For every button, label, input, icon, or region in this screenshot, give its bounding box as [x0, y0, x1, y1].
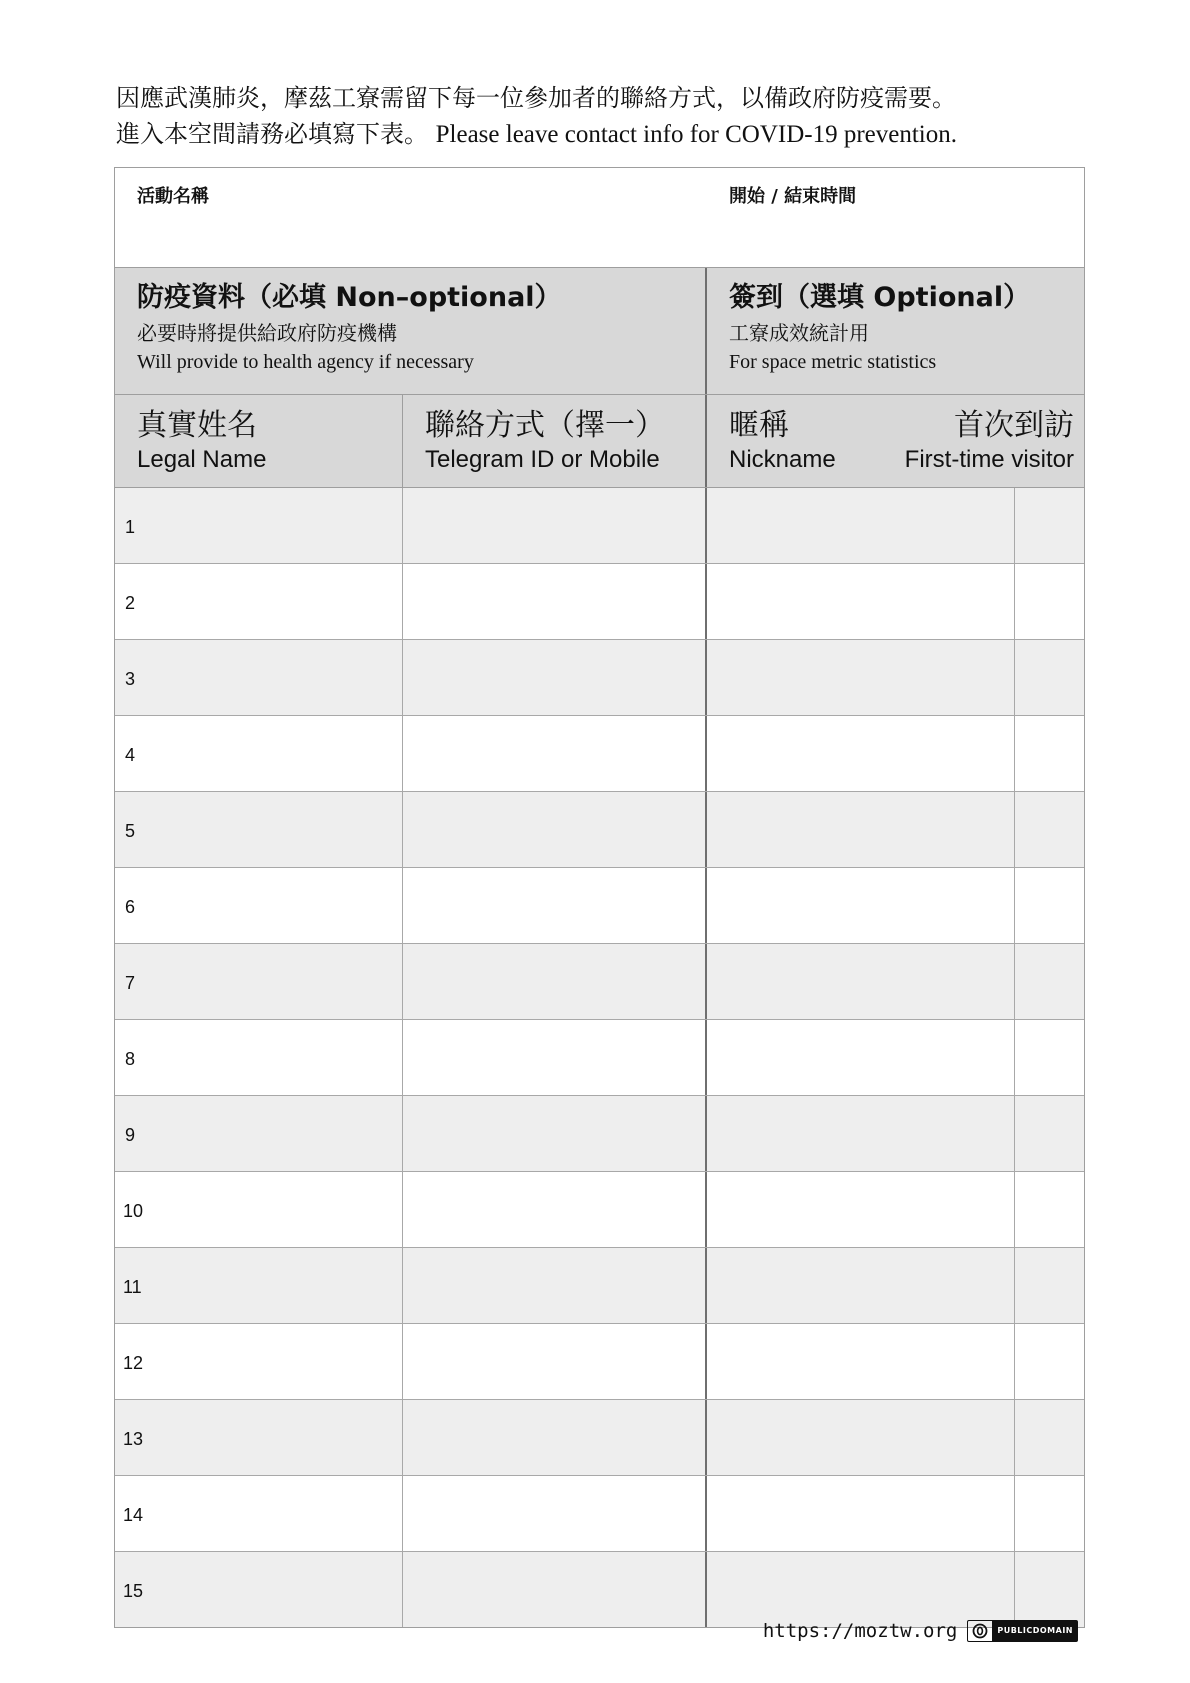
first-visit-cell[interactable] [1015, 564, 1084, 639]
legal-name-cell[interactable] [115, 1476, 403, 1551]
row-number: 2 [125, 593, 136, 613]
event-info-row [115, 168, 1084, 268]
first-visit-cell[interactable] [1015, 1020, 1084, 1095]
contact-cell[interactable] [403, 1476, 707, 1551]
table-row [115, 868, 1084, 944]
table-row [115, 564, 1084, 640]
nickname-cell[interactable] [707, 640, 1015, 715]
first-visit-cell[interactable] [1015, 792, 1084, 867]
row-number: 3 [125, 669, 136, 689]
column-header-first-visit-zh: 首次到訪 [954, 408, 1074, 443]
first-visit-cell[interactable] [1015, 1324, 1084, 1399]
column-header-legal-name-en: Legal Name [137, 446, 267, 473]
entry-rows [115, 488, 1084, 1627]
required-section-header [115, 268, 707, 394]
nickname-cell[interactable] [707, 1552, 1015, 1627]
nickname-cell[interactable] [707, 1172, 1015, 1247]
table-row [115, 716, 1084, 792]
optional-section-subtitle-zh: 工寮成效統計用 [729, 321, 869, 345]
event-time-field[interactable] [707, 168, 1084, 267]
legal-name-cell[interactable] [115, 564, 403, 639]
first-visit-cell[interactable] [1015, 868, 1084, 943]
legal-name-cell[interactable] [115, 1020, 403, 1095]
first-visit-cell[interactable] [1015, 1476, 1084, 1551]
contact-cell[interactable] [403, 564, 707, 639]
table-row [115, 1172, 1084, 1248]
first-visit-cell[interactable] [1015, 1400, 1084, 1475]
row-number: 1 [125, 517, 136, 537]
required-section-subtitle-en: Will provide to health agency if necessary [137, 351, 474, 373]
column-header-legal-name-zh: 真實姓名 [137, 408, 257, 443]
table-row [115, 1552, 1084, 1627]
nickname-cell[interactable] [707, 1248, 1015, 1323]
table-row [115, 944, 1084, 1020]
intro-line-1: 因應武漢肺炎，摩茲工寮需留下每一位參加者的聯絡方式，以備政府防疫需要。 [116, 84, 956, 112]
table-row [115, 792, 1084, 868]
legal-name-cell[interactable] [115, 1324, 403, 1399]
event-time-label: 開始 / 結束時間 [729, 186, 857, 207]
legal-name-cell[interactable] [115, 488, 403, 563]
nickname-cell[interactable] [707, 792, 1015, 867]
legal-name-cell[interactable] [115, 1248, 403, 1323]
legal-name-cell[interactable] [115, 1552, 403, 1627]
contact-cell[interactable] [403, 1172, 707, 1247]
footer-url[interactable]: https://moztw.org [762, 1620, 958, 1642]
first-visit-cell[interactable] [1015, 944, 1084, 1019]
contact-cell[interactable] [403, 1096, 707, 1171]
public-domain-text: PUBLICDOMAIN [993, 1621, 1077, 1641]
table-row [115, 1476, 1084, 1552]
event-name-label: 活動名稱 [137, 186, 209, 207]
legal-name-cell[interactable] [115, 1172, 403, 1247]
row-number: 6 [125, 897, 136, 917]
intro-line-2-zh: 進入本空間請務必填寫下表。 [116, 120, 428, 148]
legal-name-cell[interactable] [115, 944, 403, 1019]
intro-line-2 [116, 116, 1096, 153]
intro-line-2-en: Please leave contact info for COVID-19 prevention. [435, 121, 957, 148]
first-visit-cell[interactable] [1015, 1552, 1084, 1627]
row-number: 9 [125, 1125, 136, 1145]
legal-name-cell[interactable] [115, 716, 403, 791]
row-number: 15 [123, 1581, 144, 1601]
nickname-cell[interactable] [707, 1020, 1015, 1095]
row-number: 10 [123, 1201, 144, 1221]
nickname-cell[interactable] [707, 1400, 1015, 1475]
nickname-cell[interactable] [707, 868, 1015, 943]
column-header-contact-zh: 聯絡方式（擇一） [425, 408, 665, 443]
legal-name-cell[interactable] [115, 792, 403, 867]
first-visit-cell[interactable] [1015, 1172, 1084, 1247]
table-row [115, 640, 1084, 716]
required-section-subtitle-zh: 必要時將提供給政府防疫機構 [137, 321, 397, 345]
optional-section-title: 簽到（選填 Optional） [729, 282, 1031, 313]
nickname-cell[interactable] [707, 944, 1015, 1019]
first-visit-cell[interactable] [1015, 488, 1084, 563]
column-header-row [115, 395, 1084, 488]
contact-cell[interactable] [403, 1400, 707, 1475]
first-visit-cell[interactable] [1015, 1096, 1084, 1171]
column-header-legal-name [115, 395, 403, 487]
column-header-contact [403, 395, 707, 487]
row-number: 8 [125, 1049, 136, 1069]
nickname-cell[interactable] [707, 716, 1015, 791]
nickname-cell[interactable] [707, 564, 1015, 639]
intro-text [116, 80, 1096, 153]
contact-cell[interactable] [403, 488, 707, 563]
legal-name-cell[interactable] [115, 1096, 403, 1171]
row-number: 7 [125, 973, 136, 993]
legal-name-cell[interactable] [115, 640, 403, 715]
optional-section-header [707, 268, 1084, 394]
table-row [115, 1324, 1084, 1400]
first-visit-cell[interactable] [1015, 640, 1084, 715]
footer [763, 1620, 1078, 1642]
row-number: 12 [123, 1353, 144, 1373]
public-domain-badge [967, 1620, 1078, 1642]
row-number: 5 [125, 821, 136, 841]
section-header-row [115, 268, 1084, 395]
row-number: 4 [125, 745, 136, 765]
nickname-cell[interactable] [707, 1476, 1015, 1551]
row-number: 13 [123, 1429, 144, 1449]
cc-zero-icon [968, 1621, 993, 1641]
event-name-field[interactable] [115, 168, 707, 267]
table-row [115, 1020, 1084, 1096]
nickname-cell[interactable] [707, 1324, 1015, 1399]
legal-name-cell[interactable] [115, 868, 403, 943]
column-header-contact-en: Telegram ID or Mobile [425, 446, 660, 473]
contact-cell[interactable] [403, 1552, 707, 1627]
contact-cell[interactable] [403, 792, 707, 867]
nickname-cell[interactable] [707, 488, 1015, 563]
contact-cell[interactable] [403, 716, 707, 791]
column-header-first-visit-en: First-time visitor [904, 446, 1074, 473]
contact-cell[interactable] [403, 944, 707, 1019]
first-visit-cell[interactable] [1015, 1248, 1084, 1323]
contact-cell[interactable] [403, 1324, 707, 1399]
table-row [115, 1400, 1084, 1476]
row-number: 14 [123, 1505, 144, 1525]
legal-name-cell[interactable] [115, 1400, 403, 1475]
sign-in-sheet [114, 167, 1085, 1628]
column-header-nickname-en: Nickname [729, 446, 836, 473]
contact-cell[interactable] [403, 1248, 707, 1323]
nickname-cell[interactable] [707, 1096, 1015, 1171]
table-row [115, 1096, 1084, 1172]
table-row [115, 1248, 1084, 1324]
contact-cell[interactable] [403, 640, 707, 715]
column-header-nickname-zh: 暱稱 [729, 408, 789, 443]
contact-cell[interactable] [403, 868, 707, 943]
first-visit-cell[interactable] [1015, 716, 1084, 791]
column-header-optional [707, 395, 1084, 487]
required-section-title: 防疫資料（必填 Non–optional） [137, 282, 562, 313]
optional-section-subtitle-en: For space metric statistics [729, 351, 937, 373]
contact-cell[interactable] [403, 1020, 707, 1095]
table-row [115, 488, 1084, 564]
row-number: 11 [123, 1277, 142, 1297]
